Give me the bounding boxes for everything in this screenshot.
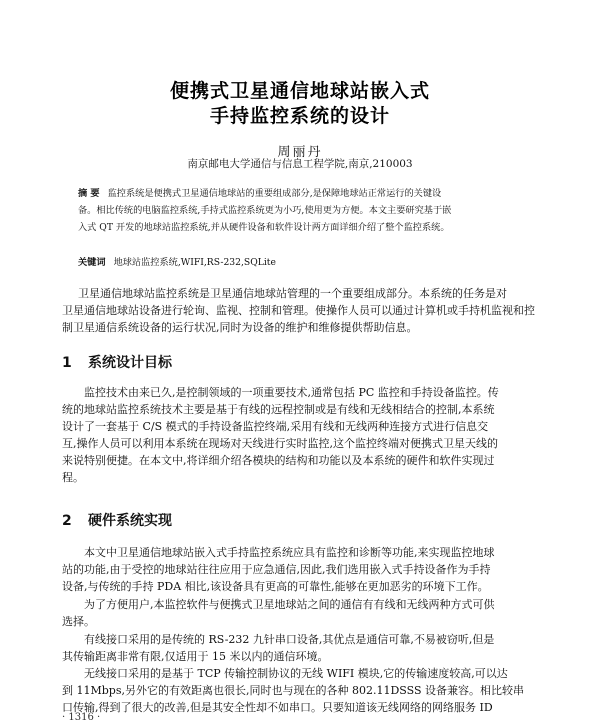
section-number: 2 [62,513,72,529]
section-title: 硬件系统实现 [88,513,172,529]
body-line: 程。 [62,471,84,484]
body-line: 设备,与传统的手持 PDA 相比,该设备具有更高的可靠性,能够在更加恶劣的环境下工作。 [62,580,489,593]
keywords-label: 关键词 [78,257,106,268]
section-title: 系统设计目标 [88,355,172,371]
body-line: 设计了一套基于 C/S 模式的手持设备监控终端,采用有线和无线两种连接方式进行信息交 [62,420,489,433]
keywords-line [78,254,558,268]
body-line: 站的功能,由于受控的地球站往往应用于应急通信,因此,我们选用嵌入式手持设备作为手持 [62,563,491,576]
keywords-text: 地球站监控系统,WIFI,RS-232,SQLite [113,257,276,268]
body-line: 其传输距离非常有限,仅适用于 15 米以内的通信环境。 [62,650,329,663]
abstract-line: 入式 QT 开发的地球站监控系统,并从硬件设备和软件设计两方面详细介绍了整个监控系统。 [78,222,450,233]
body-line: 有线接口采用的是传统的 RS-232 九针串口设备,其优点是通信可靠,不易被窃听,但是 [84,633,495,646]
intro-line: 制卫星通信系统设备的运行状况,同时为设备的维护和维修提供帮助信息。 [62,321,418,334]
paper-title-line-1: 便携式卫星通信地球站嵌入式 [169,80,430,102]
abstract-line [78,186,548,202]
body-line: 到 11Mbps,另外它的有效距离也很长,同时也与现在的各种 802.11DSSS 设备兼容。相比较串 [62,684,524,697]
body-line: 来说特别便捷。在本文中,将详细介绍各模块的结构和功能以及本系统的硬件和软件实现过 [62,454,495,467]
abstract-text: 监控系统是便携式卫星通信地球站的重要组成部分,是保障地球站正常运行的关键设 [107,188,442,199]
section-heading [62,352,172,372]
body-line: 互,操作人员可以利用本系统在现场对天线进行实时监控,这个监控终端对便携式卫星天线的 [62,437,498,450]
paper-title-line-2: 手持监控系统的设计 [209,105,390,127]
body-line: 统的地球站监控系统技术主要是基于有线的远程控制或是有线和无线相结合的控制,本系统 [62,403,495,416]
body-line: 监控技术由来已久,是控制领域的一项重要技术,通常包括 PC 监控和手持设备监控。传 [84,386,499,399]
body-line: 本文中卫星通信地球站嵌入式手持监控系统应具有监控和诊断等功能,来实现监控地球 [84,546,495,559]
intro-line: 卫星通信地球站监控系统是卫星通信地球站管理的一个重要组成部分。本系统的任务是对 [78,287,507,300]
abstract-label: 摘 要 [78,188,100,199]
intro-line: 卫星通信地球站设备进行轮询、监视、控制和管理。使操作人员可以通过计算机或手持机监视和控 [62,304,535,317]
body-line: 为了方便用户,本监控软件与便携式卫星地球站之间的通信有有线和无线两种方式可供 [84,598,495,611]
section-heading [62,510,172,530]
section-number: 1 [62,355,72,371]
author-affiliation: 南京邮电大学通信与信息工程学院,南京,210003 [187,158,413,170]
author-name: 周丽丹 [277,145,323,160]
abstract-line: 备。相比传统的电脑监控系统,手持式监控系统更为小巧,使用更为方便。本文主要研究基于嵌 [78,205,452,216]
body-line: 无线接口采用的是基于 TCP 传输控制协议的无线 WIFI 模块,它的传输速度较高,可以达 [84,667,508,680]
page-number: · 1316 · [62,712,101,723]
body-line: 选择。 [62,615,95,628]
body-line: 口传输,得到了很大的改善,但是其安全性却不如串口。只要知道该无线网络的网络服务 ID [62,701,493,714]
